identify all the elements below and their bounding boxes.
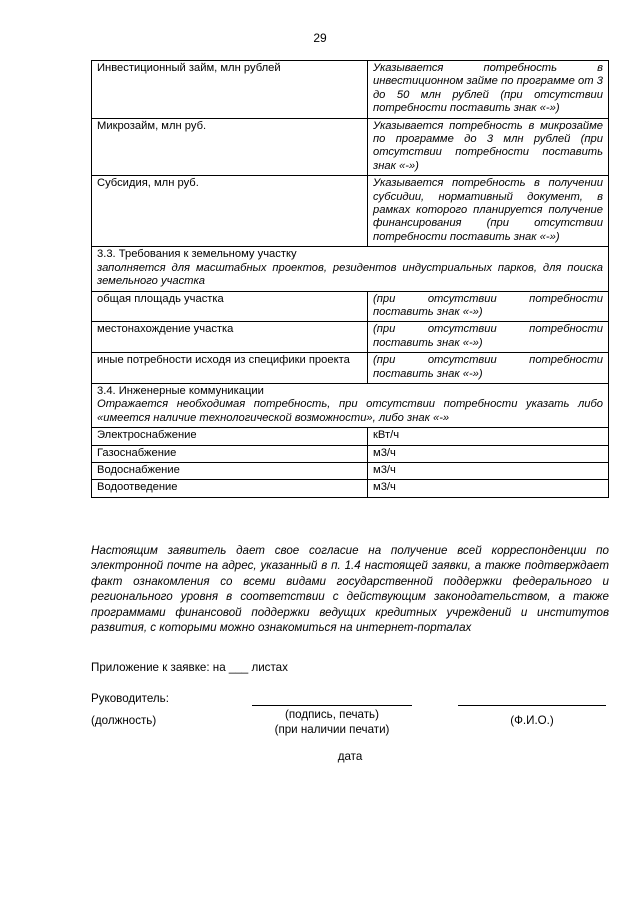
signature-line bbox=[252, 705, 412, 706]
date-caption: дата bbox=[337, 750, 363, 763]
land-other-hint: (при отсутствии потребности поставить знак «-») bbox=[368, 353, 609, 384]
table-row bbox=[92, 462, 609, 479]
utility-section-title: 3.4. Инженерные коммуникации bbox=[97, 384, 264, 397]
investment-loan-hint: Указывается потребность в инвестиционном займе по программе от 3 до 50 млн рублей (при отсутствии потребности поставить знак «-») bbox=[368, 61, 609, 119]
land-area-label: общая площадь участка bbox=[92, 291, 368, 322]
electricity-label: Электроснабжение bbox=[92, 428, 368, 445]
subsidy-hint: Указывается потребность в получении субсидии, нормативный документ, в рамках которого планируется получение финансирования (при отсутствии потребности поставить знак «-») bbox=[368, 176, 609, 247]
fio-line bbox=[458, 705, 606, 706]
utility-section bbox=[92, 383, 609, 427]
attachment-line: Приложение к заявке: на ___ листах bbox=[91, 661, 288, 674]
water-supply-unit: м3/ч bbox=[368, 462, 609, 479]
section-header-row bbox=[92, 383, 609, 427]
page-number: 29 bbox=[313, 31, 327, 45]
table-row bbox=[92, 291, 609, 322]
application-table bbox=[91, 60, 609, 498]
section-header-row bbox=[92, 247, 609, 291]
table-row bbox=[92, 445, 609, 462]
consent-paragraph: Настоящим заявитель дает свое согласие на получение всей корреспонденции по электронной почте на адрес, указанный в п. 1.4 настоящей заявки, а также подтверждает факт ознакомления со всеми видами государственной поддержки федерального и регионального уровня в соответствии с действующим законодательством, а также программами финансовой поддержки ведущих кредитных учреждений и институтов развития, с которыми можно ознакомиться на интернет-порталах bbox=[91, 544, 609, 635]
land-location-label: местонахождение участка bbox=[92, 322, 368, 353]
electricity-unit: кВт/ч bbox=[368, 428, 609, 445]
signature-caption bbox=[252, 707, 412, 737]
land-section-title: 3.3. Требования к земельному участку bbox=[97, 248, 297, 261]
table-row bbox=[92, 61, 609, 119]
table-row bbox=[92, 118, 609, 176]
table-row bbox=[92, 428, 609, 445]
table-row bbox=[92, 322, 609, 353]
land-section bbox=[92, 247, 609, 291]
drainage-unit: м3/ч bbox=[368, 480, 609, 497]
microloan-label: Микрозайм, млн руб. bbox=[92, 118, 368, 176]
table-row bbox=[92, 176, 609, 247]
signature-caption-line-2: (при наличии печати) bbox=[274, 723, 390, 736]
subsidy-label: Субсидия, млн руб. bbox=[92, 176, 368, 247]
microloan-hint: Указывается потребность в микрозайме по программе до 3 млн рублей (при отсутствии потребности поставить знак «-») bbox=[368, 118, 609, 176]
signature-caption-line-1: (подпись, печать) bbox=[285, 708, 379, 721]
land-other-label: иные потребности исходя из специфики проекта bbox=[92, 353, 368, 384]
land-section-note: заполняется для масштабных проектов, резидентов индустриальных парков, для поиска земельного участка bbox=[97, 261, 603, 288]
investment-loan-label: Инвестиционный займ, млн рублей bbox=[92, 61, 368, 119]
fio-caption: (Ф.И.О.) bbox=[510, 714, 554, 727]
table-row bbox=[92, 353, 609, 384]
position-caption: (должность) bbox=[91, 714, 157, 727]
land-location-hint: (при отсутствии потребности поставить знак «-») bbox=[368, 322, 609, 353]
table-row bbox=[92, 480, 609, 497]
gas-label: Газоснабжение bbox=[92, 445, 368, 462]
water-supply-label: Водоснабжение bbox=[92, 462, 368, 479]
utility-section-note: Отражается необходимая потребность, при отсутствии потребности указать либо «имеется наличие технологической возможности», либо знак «-» bbox=[97, 398, 603, 424]
gas-unit: м3/ч bbox=[368, 445, 609, 462]
land-area-hint: (при отсутствии потребности поставить знак «-») bbox=[368, 291, 609, 322]
signer-label: Руководитель: bbox=[91, 692, 169, 705]
drainage-label: Водоотведение bbox=[92, 480, 368, 497]
